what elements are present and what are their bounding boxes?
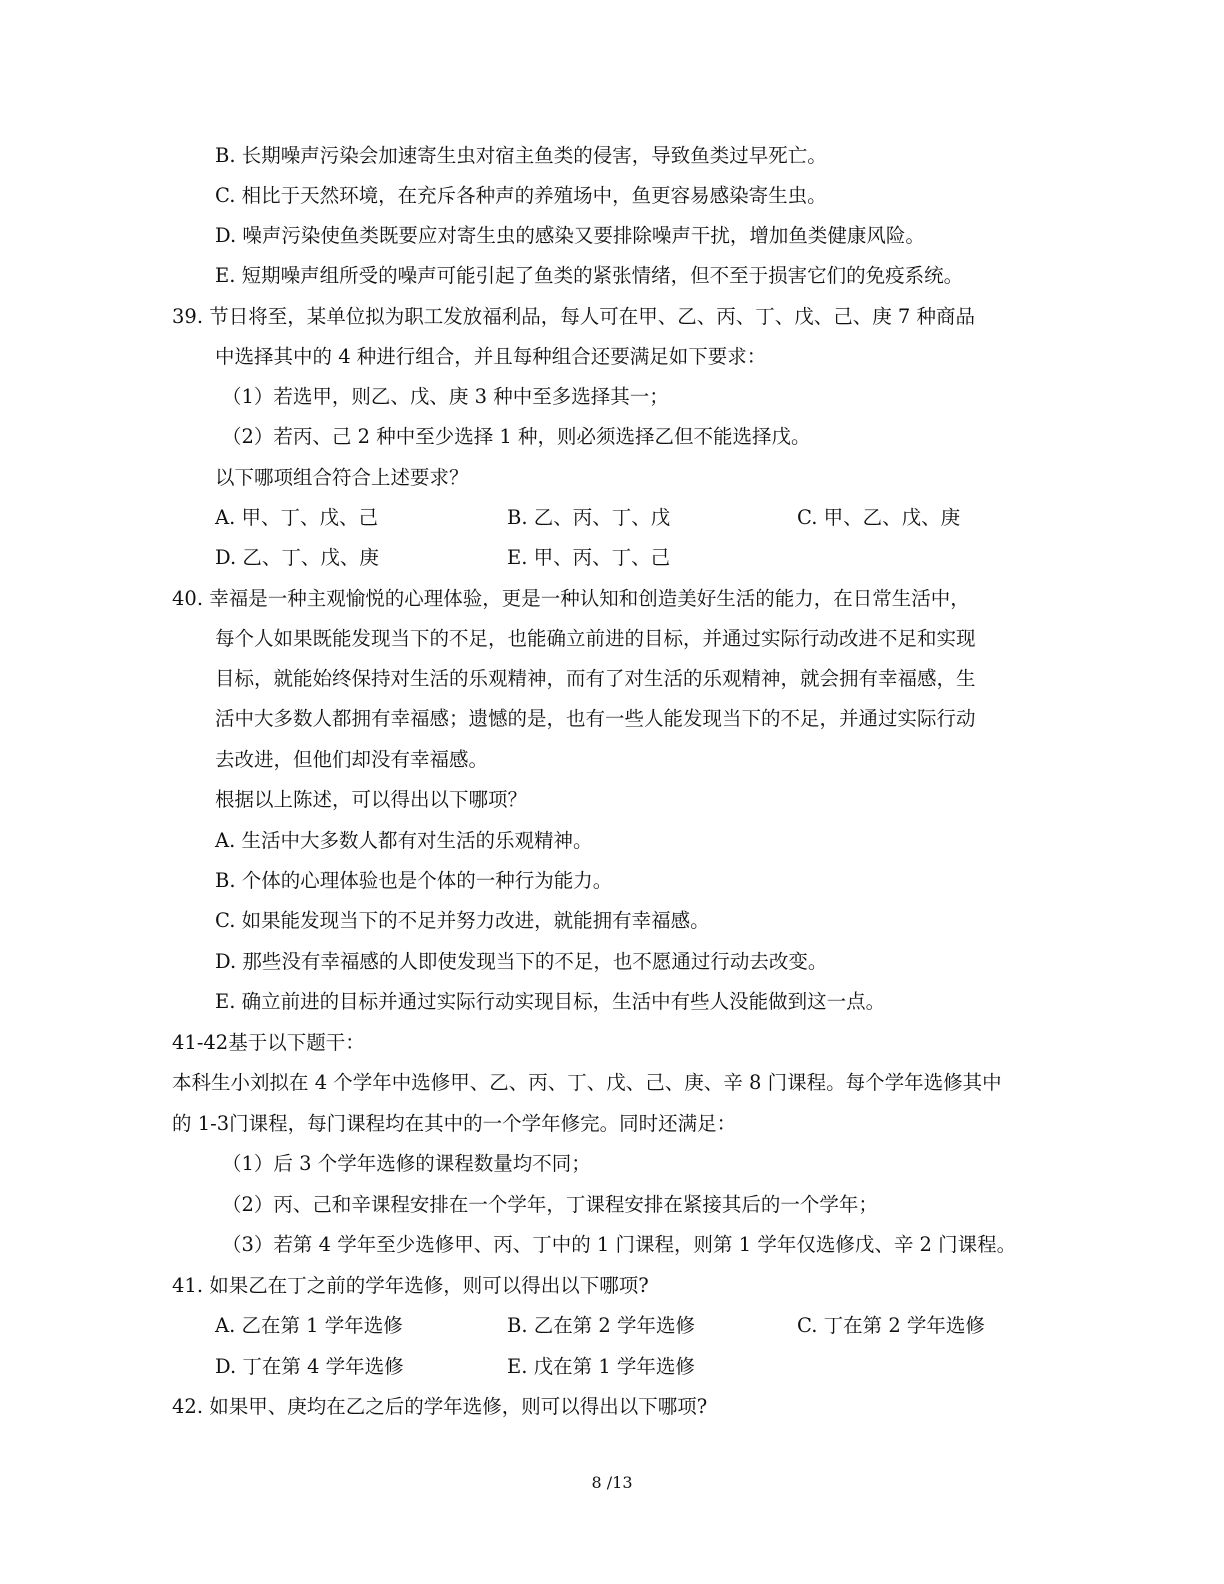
q38-option-e: E. 短期噪声组所受的噪声可能引起了鱼类的紧张情绪，但不至于损害它们的免疫系统。 <box>215 264 964 287</box>
q38-option-d: D. 噪声污染使鱼类既要应对寄生虫的感染又要排除噪声干扰，增加鱼类健康风险。 <box>215 224 925 247</box>
q39-condition-1: （1）若选甲，则乙、戊、庚 3 种中至多选择其一； <box>222 385 669 408</box>
q40-option-d: D. 那些没有幸福感的人即使发现当下的不足，也不愿通过行动去改变。 <box>215 950 828 973</box>
q38-option-b: B. 长期噪声污染会加速寄生虫对宿主鱼类的侵害，导致鱼类过早死亡。 <box>215 144 827 167</box>
q39-option-e: E. 甲、丙、丁、己 <box>507 546 671 569</box>
q41-question: 41. 如果乙在丁之前的学年选修，则可以得出以下哪项? <box>172 1274 649 1297</box>
q39-stem-line1: 39. 节日将至，某单位拟为职工发放福利品，每人可在甲、乙、丙、丁、戊、己、庚 7 种商品 <box>172 305 976 328</box>
q39-option-b: B. 乙、丙、丁、戊 <box>507 506 671 529</box>
q41-42-condition-2: （2）丙、己和辛课程安排在一个学年，丁课程安排在紧接其后的一个学年； <box>222 1193 878 1216</box>
q41-option-b: B. 乙在第 2 学年选修 <box>507 1314 696 1337</box>
q39-condition-2: （2）若丙、己 2 种中至少选择 1 种，则必须选择乙但不能选择戊。 <box>222 425 811 448</box>
q41-option-a: A. 乙在第 1 学年选修 <box>215 1314 403 1337</box>
q40-stem-line3: 目标，就能始终保持对生活的乐观精神，而有了对生活的乐观精神，就会拥有幸福感，生 <box>215 667 976 690</box>
q39-option-d: D. 乙、丁、戊、庚 <box>215 546 379 569</box>
q39-option-a: A. 甲、丁、戊、己 <box>215 506 378 529</box>
q40-stem-line5: 去改进，但他们却没有幸福感。 <box>215 748 489 771</box>
q39-question: 以下哪项组合符合上述要求？ <box>215 466 469 489</box>
q40-option-b: B. 个体的心理体验也是个体的一种行为能力。 <box>215 869 613 892</box>
q41-option-e: E. 戊在第 1 学年选修 <box>507 1355 695 1378</box>
q39-option-c: C. 甲、乙、戊、庚 <box>797 506 961 529</box>
q41-option-c: C. 丁在第 2 学年选修 <box>797 1314 985 1337</box>
q40-question: 根据以上陈述，可以得出以下哪项？ <box>215 788 528 811</box>
q39-stem-line2: 中选择其中的 4 种进行组合，并且每种组合还要满足如下要求： <box>215 345 767 368</box>
q41-option-d: D. 丁在第 4 学年选修 <box>215 1355 404 1378</box>
q40-option-a: A. 生活中大多数人都有对生活的乐观精神。 <box>215 829 593 852</box>
q40-stem-line1: 40. 幸福是一种主观愉悦的心理体验，更是一种认知和创造美好生活的能力，在日常生活中， <box>172 587 970 610</box>
q40-option-e: E. 确立前进的目标并通过实际行动实现目标，生活中有些人没能做到这一点。 <box>215 990 886 1013</box>
q41-42-stem-line2: 的 1-3门课程，每门课程均在其中的一个学年修完。同时还满足： <box>172 1112 737 1135</box>
q41-42-condition-1: （1）后 3 个学年选修的课程数量均不同； <box>222 1152 591 1175</box>
q38-option-c: C. 相比于天然环境，在充斥各种声的养殖场中，鱼更容易感染寄生虫。 <box>215 184 827 207</box>
q40-option-c: C. 如果能发现当下的不足并努力改进，就能拥有幸福感。 <box>215 909 710 932</box>
q42-question: 42. 如果甲、庚均在乙之后的学年选修，则可以得出以下哪项? <box>172 1395 708 1418</box>
q41-42-header: 41-42基于以下题干： <box>172 1031 365 1054</box>
page-number: 8 /13 <box>591 1473 633 1492</box>
q41-42-stem-line1: 本科生小刘拟在 4 个学年中选修甲、乙、丙、丁、戊、己、庚、辛 8 门课程。每个学年选修其中 <box>172 1071 1002 1094</box>
q40-stem-line2: 每个人如果既能发现当下的不足，也能确立前进的目标，并通过实际行动改进不足和实现 <box>215 627 976 650</box>
q41-42-condition-3: （3）若第 4 学年至少选修甲、丙、丁中的 1 门课程，则第 1 学年仅选修戊、辛 2 门课程。 <box>222 1233 1017 1256</box>
q40-stem-line4: 活中大多数人都拥有幸福感；遗憾的是，也有一些人能发现当下的不足，并通过实际行动 <box>215 707 976 730</box>
